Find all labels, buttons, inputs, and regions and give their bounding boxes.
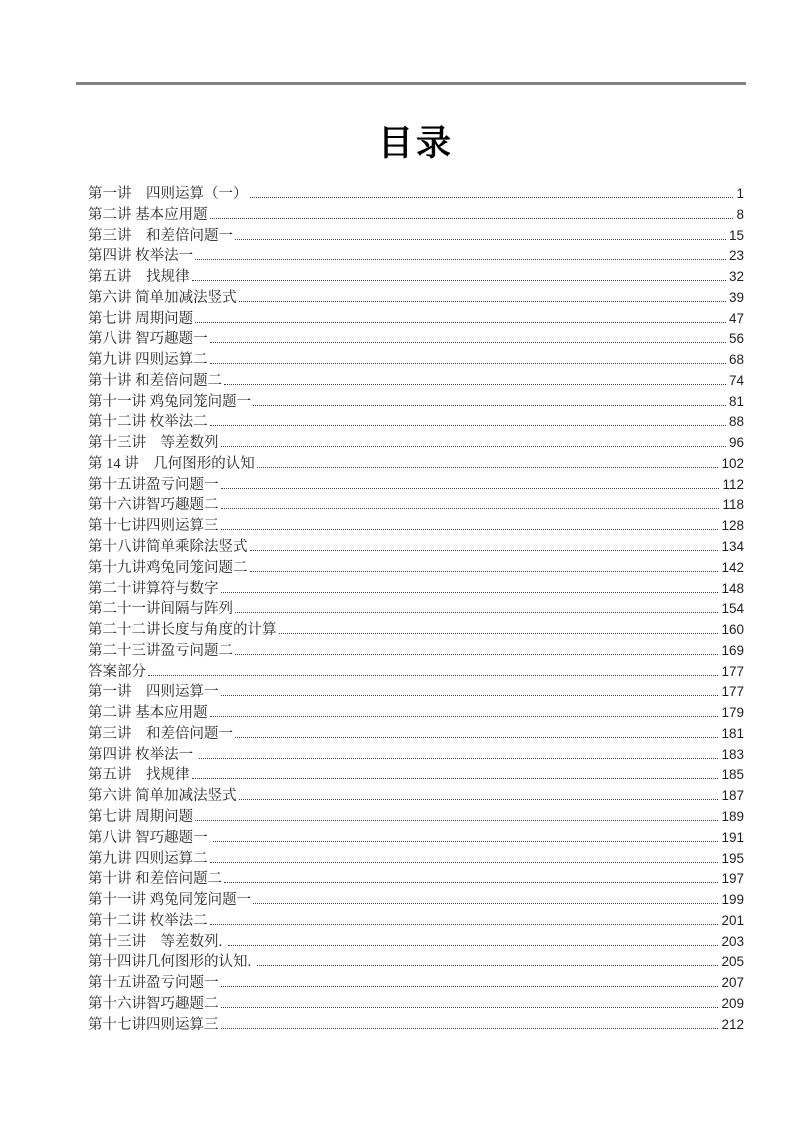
- toc-entry[interactable]: [88, 267, 744, 288]
- dot-leader: [250, 197, 734, 198]
- dot-leader: [250, 550, 719, 551]
- toc-page-number: 74: [728, 372, 744, 388]
- dot-leader: [253, 903, 718, 904]
- dot-leader: [235, 239, 726, 240]
- dot-leader: [221, 446, 726, 447]
- toc-entry[interactable]: [88, 537, 744, 558]
- toc-page-number: 191: [721, 829, 744, 845]
- dot-leader: [279, 633, 719, 634]
- toc-entry[interactable]: [88, 371, 744, 392]
- toc-entry[interactable]: [88, 952, 744, 973]
- toc-page-number: 39: [728, 289, 744, 305]
- toc-page-number: 185: [721, 767, 744, 783]
- toc-entry-label: 第十六讲智巧趣题二: [88, 995, 219, 1012]
- toc-page-number: 68: [728, 352, 744, 368]
- dot-leader: [221, 592, 719, 593]
- toc-list: [88, 184, 744, 1035]
- toc-entry-label: 第八讲 智巧趣题一: [88, 331, 208, 348]
- toc-page-number: 88: [728, 414, 744, 430]
- toc-entry-label: 第十二讲 枚举法二: [88, 414, 208, 431]
- dot-leader: [257, 467, 719, 468]
- toc-entry[interactable]: [88, 599, 744, 620]
- toc-entry[interactable]: [88, 849, 744, 870]
- dot-leader: [221, 1007, 719, 1008]
- toc-entry-label: 第十一讲 鸡兔同笼问题一: [88, 393, 252, 410]
- dot-leader: [221, 529, 719, 530]
- dot-leader: [239, 301, 726, 302]
- toc-entry-label: 第十三讲 等差数列: [88, 435, 219, 452]
- toc-entry[interactable]: [88, 973, 744, 994]
- toc-page-number: 154: [721, 601, 744, 617]
- toc-entry[interactable]: [88, 745, 744, 766]
- dot-leader: [210, 342, 726, 343]
- dot-leader: [210, 862, 719, 863]
- toc-entry[interactable]: [88, 288, 744, 309]
- toc-entry[interactable]: [88, 516, 744, 537]
- toc-page-number: 195: [721, 850, 744, 866]
- dot-leader: [195, 259, 726, 260]
- toc-entry[interactable]: [88, 828, 744, 849]
- toc-entry[interactable]: [88, 994, 744, 1015]
- toc-page-number: 148: [721, 580, 744, 596]
- toc-entry-label: 第四讲 枚举法一: [88, 248, 194, 265]
- toc-entry-label: 第二十一讲间隔与阵列: [88, 601, 233, 618]
- toc-page-number: 96: [728, 435, 744, 451]
- toc-entry[interactable]: [88, 786, 744, 807]
- dot-leader: [228, 945, 719, 946]
- toc-page-number: 118: [722, 497, 744, 513]
- toc-entry[interactable]: [88, 433, 744, 454]
- toc-page-number: 56: [728, 331, 744, 347]
- toc-page-number: 23: [728, 248, 744, 264]
- toc-entry-label: 第 14 讲 几何图形的认知: [88, 455, 255, 472]
- toc-entry-label: 第十八讲简单乘除法竖式: [88, 539, 248, 556]
- dot-leader: [210, 425, 726, 426]
- toc-entry-label: 第四讲 枚举法一: [88, 746, 197, 763]
- toc-page-number: 212: [721, 1016, 744, 1032]
- toc-entry[interactable]: [88, 392, 744, 413]
- toc-entry[interactable]: [88, 807, 744, 828]
- toc-entry[interactable]: [88, 205, 744, 226]
- toc-entry[interactable]: [88, 911, 744, 932]
- toc-page-number: 112: [722, 476, 744, 492]
- dot-leader: [221, 695, 719, 696]
- dot-leader: [239, 799, 719, 800]
- dot-leader: [250, 571, 719, 572]
- toc-page-number: 197: [721, 871, 744, 887]
- toc-entry-label: 第十一讲 鸡兔同笼问题一: [88, 892, 252, 909]
- toc-entry-label: 第一讲 四则运算（一）: [88, 186, 248, 202]
- toc-entry-label: 第五讲 找规律: [88, 269, 190, 286]
- toc-entry[interactable]: [88, 329, 744, 350]
- toc-entry-label: 第一讲 四则运算一: [88, 684, 219, 701]
- toc-page-number: 47: [728, 310, 744, 326]
- toc-entry[interactable]: [88, 475, 744, 496]
- toc-entry[interactable]: [88, 869, 744, 890]
- toc-entry-label: 第三讲 和差倍问题一: [88, 227, 233, 244]
- toc-entry-label: 第十讲 和差倍问题二: [88, 372, 223, 389]
- toc-entry[interactable]: [88, 890, 744, 911]
- dot-leader: [235, 612, 718, 613]
- toc-entry-label: 第二十三讲盈亏问题二: [88, 642, 233, 659]
- dot-leader: [195, 820, 718, 821]
- dot-leader: [210, 363, 726, 364]
- toc-entry-label: 第十五讲盈亏问题一: [88, 975, 219, 992]
- toc-entry-label: 第二讲 基本应用题: [88, 705, 208, 722]
- toc-entry-label: 第六讲 简单加减法竖式: [88, 289, 237, 306]
- toc-entry-label: 第十七讲四则运算三: [88, 518, 219, 535]
- dot-leader: [224, 882, 718, 883]
- dot-leader: [213, 841, 718, 842]
- toc-page-number: 183: [721, 746, 744, 762]
- toc-entry-label: 第九讲 四则运算二: [88, 850, 208, 867]
- dot-leader: [192, 778, 719, 779]
- toc-entry-label: 第十七讲四则运算三: [88, 1016, 219, 1033]
- toc-entry-label: 第七讲 周期问题: [88, 310, 194, 327]
- toc-entry[interactable]: [88, 246, 744, 267]
- toc-entry-label: 第三讲 和差倍问题一: [88, 725, 233, 742]
- toc-page-number: 8: [736, 206, 744, 222]
- toc-entry[interactable]: [88, 350, 744, 371]
- dot-leader: [235, 737, 718, 738]
- dot-leader: [221, 986, 719, 987]
- toc-entry[interactable]: [88, 495, 744, 516]
- dot-leader: [224, 384, 726, 385]
- toc-entry[interactable]: [88, 412, 744, 433]
- toc-entry[interactable]: [88, 558, 744, 579]
- toc-entry-label: 第十二讲 枚举法二: [88, 912, 208, 929]
- toc-page-number: 189: [721, 808, 744, 824]
- dot-leader: [210, 716, 719, 717]
- dot-leader: [221, 508, 720, 509]
- toc-page-number: 179: [721, 705, 744, 721]
- toc-page-number: 201: [721, 912, 744, 928]
- toc-page-number: 102: [721, 455, 744, 471]
- toc-entry[interactable]: [88, 641, 744, 662]
- toc-page-number: 177: [721, 663, 744, 679]
- toc-page-number: 203: [721, 933, 744, 949]
- toc-page-number: 205: [721, 954, 744, 970]
- toc-page-number: 177: [721, 684, 744, 700]
- toc-entry[interactable]: [88, 454, 744, 475]
- toc-entry-label: 第二讲 基本应用题: [88, 206, 208, 223]
- toc-entry[interactable]: [88, 226, 744, 247]
- toc-entry-label: 第九讲 四则运算二: [88, 352, 208, 369]
- dot-leader: [195, 322, 726, 323]
- toc-entry[interactable]: [88, 1015, 744, 1036]
- dot-leader: [221, 488, 720, 489]
- toc-page-number: 187: [721, 788, 744, 804]
- toc-page-number: 128: [721, 518, 744, 534]
- dot-leader: [210, 924, 719, 925]
- toc-entry-label: 第十五讲盈亏问题一: [88, 476, 219, 493]
- toc-entry-label: 第八讲 智巧趣题一: [88, 829, 212, 846]
- toc-entry[interactable]: [88, 662, 744, 683]
- toc-entry-label: 第十九讲鸡兔同笼问题二: [88, 559, 248, 576]
- toc-entry-label: 第六讲 简单加减法竖式: [88, 788, 237, 805]
- toc-entry-label: 第十讲 和差倍问题二: [88, 871, 223, 888]
- dot-leader: [253, 405, 726, 406]
- toc-entry-label: 第十三讲 等差数列.: [88, 933, 226, 950]
- toc-page-number: 15: [728, 227, 744, 243]
- toc-entry[interactable]: [88, 765, 744, 786]
- dot-leader: [221, 1028, 719, 1029]
- toc-page-number: 81: [728, 393, 744, 409]
- toc-page-number: 181: [721, 725, 744, 741]
- toc-entry[interactable]: [88, 724, 744, 745]
- toc-entry-label: 第五讲 找规律: [88, 767, 190, 784]
- toc-page-number: 199: [721, 892, 744, 908]
- toc-page-number: 207: [721, 975, 744, 991]
- toc-entry[interactable]: [88, 184, 744, 205]
- dot-leader: [235, 654, 718, 655]
- dot-leader: [148, 675, 718, 676]
- toc-page-number: 169: [721, 642, 744, 658]
- toc-entry[interactable]: [88, 703, 744, 724]
- toc-entry-label: 第十六讲智巧趣题二: [88, 497, 219, 514]
- toc-page-number: 142: [721, 559, 744, 575]
- dot-leader: [257, 965, 719, 966]
- toc-entry[interactable]: [88, 620, 744, 641]
- dot-leader: [199, 758, 719, 759]
- toc-entry[interactable]: [88, 579, 744, 600]
- header-divider-rule: [76, 82, 746, 85]
- toc-page-number: 1: [736, 186, 744, 201]
- toc-entry-label: 第二十二讲长度与角度的计算: [88, 622, 277, 639]
- toc-entry-label: 答案部分: [88, 663, 146, 680]
- toc-page-number: 209: [721, 995, 744, 1011]
- toc-entry-label: 第七讲 周期问题: [88, 808, 194, 825]
- toc-entry[interactable]: [88, 309, 744, 330]
- page-title: 目录: [377, 124, 454, 163]
- toc-entry-label: 第十四讲几何图形的认知.: [88, 954, 255, 971]
- dot-leader: [192, 280, 726, 281]
- toc-entry[interactable]: [88, 682, 744, 703]
- toc-page-number: 32: [728, 269, 744, 285]
- toc-entry[interactable]: [88, 932, 744, 953]
- toc-entry-label: 第二十讲算符与数字: [88, 580, 219, 597]
- toc-page-number: 160: [721, 622, 744, 638]
- toc-page-number: 134: [721, 539, 744, 555]
- dot-leader: [210, 218, 734, 219]
